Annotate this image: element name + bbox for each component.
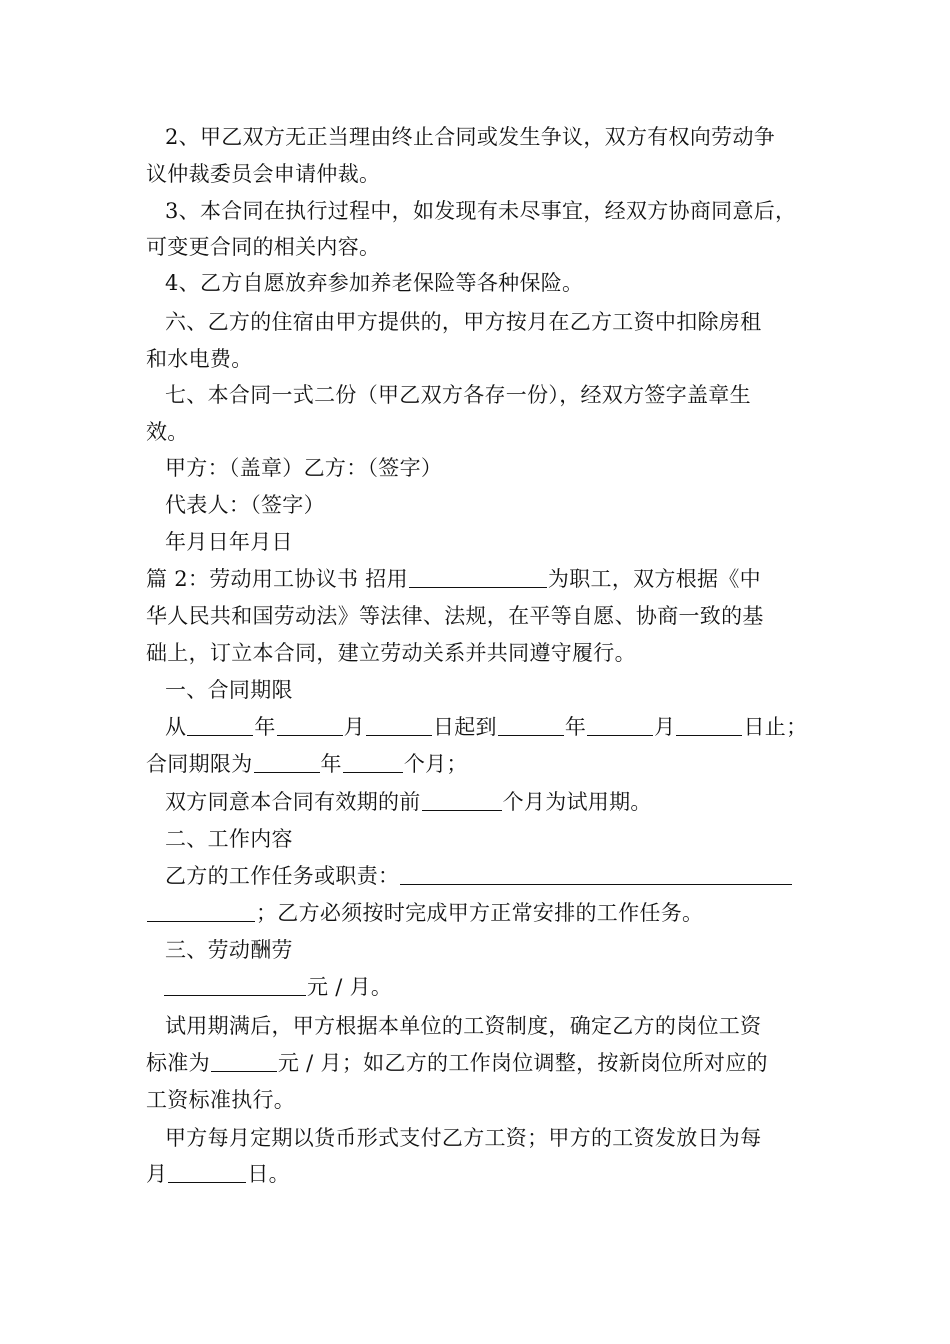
- term-duration-label: 合同期限为: [146, 752, 253, 776]
- probation-text-a: 双方同意本合同有效期的前: [165, 790, 421, 814]
- paragraph-section-6-line-2: 和水电费。: [146, 347, 253, 371]
- signature-representative-line: 代表人：（签字）: [165, 493, 325, 517]
- term-month-label: 月: [343, 715, 365, 739]
- salary-unit-label: 元 / 月。: [307, 975, 393, 999]
- intro-text-a: 篇 2：劳动用工协议书 招用: [146, 567, 408, 591]
- agreement-intro-line-1: [146, 565, 761, 593]
- employee-name-blank: [409, 567, 547, 588]
- intro-text-b: 为职工，双方根据《中: [547, 567, 761, 591]
- pay-schedule-line-2: [146, 1160, 290, 1188]
- term-end-month-label: 月: [654, 715, 676, 739]
- term-end-day-label: 日止；: [743, 715, 808, 739]
- start-month-blank: [277, 715, 343, 736]
- post-probation-line-2: [146, 1049, 768, 1077]
- contract-term-line-1: [165, 713, 807, 741]
- term-from-label: 从: [165, 715, 187, 739]
- standard-salary-blank: [211, 1051, 277, 1072]
- heading-contract-term: 一、合同期限: [165, 678, 293, 702]
- end-year-blank: [498, 715, 564, 736]
- agreement-intro-line-2: 华人民共和国劳动法》等法律、法规，在平等自愿、协商一致的基: [146, 604, 764, 628]
- paragraph-clause-3-line-1: 3、本合同在执行过程中，如发现有未尽事宜，经双方协商同意后，: [165, 199, 797, 223]
- paragraph-section-7-line-2: 效。: [146, 420, 189, 444]
- heading-remuneration: 三、劳动酬劳: [165, 938, 293, 962]
- standard-text: 元 / 月；如乙方的工作岗位调整，按新岗位所对应的: [277, 1051, 768, 1075]
- work-duties-line-2: [146, 899, 703, 927]
- duration-months-blank: [343, 752, 403, 773]
- work-duties-blank-continued: [147, 901, 255, 922]
- term-end-year-label: 年: [564, 715, 587, 739]
- pay-day-blank: [168, 1162, 246, 1183]
- pay-month-label: 月: [146, 1162, 168, 1186]
- paragraph-clause-2-line-1: 2、甲乙双方无正当理由终止合同或发生争议，双方有权向劳动争: [165, 125, 776, 149]
- standard-label: 标准为: [146, 1051, 210, 1075]
- work-duties-label: 乙方的工作任务或职责：: [165, 864, 400, 888]
- paragraph-clause-4: 4、乙方自愿放弃参加养老保险等各种保险。: [165, 271, 584, 295]
- probation-line: [165, 788, 652, 816]
- term-until-label: 日起到: [432, 715, 497, 739]
- duration-year-label: 年: [320, 752, 342, 776]
- duration-years-blank: [254, 752, 320, 773]
- term-year-label: 年: [254, 715, 276, 739]
- start-day-blank: [366, 715, 432, 736]
- start-year-blank: [187, 715, 253, 736]
- pay-day-label: 日。: [247, 1162, 290, 1186]
- signature-date-line: 年月日年月日: [165, 530, 293, 554]
- work-duties-blank: [400, 864, 792, 885]
- paragraph-clause-3-line-2: 可变更合同的相关内容。: [146, 235, 381, 259]
- salary-amount-blank: [164, 975, 306, 996]
- post-probation-line-3: 工资标准执行。: [146, 1088, 296, 1112]
- salary-line: [163, 973, 392, 1001]
- work-duties-line-1: [165, 862, 793, 890]
- signature-parties-line: 甲方：（盖章）乙方：（签字）: [165, 456, 443, 480]
- end-day-blank: [676, 715, 742, 736]
- contract-term-line-2: [146, 750, 468, 778]
- probation-months-blank: [422, 790, 502, 811]
- work-duties-text: ；乙方必须按时完成甲方正常安排的工作任务。: [256, 901, 704, 925]
- agreement-intro-line-3: 础上，订立本合同，建立劳动关系并共同遵守履行。: [146, 641, 636, 665]
- heading-work-content: 二、工作内容: [165, 827, 293, 851]
- paragraph-clause-2-line-2: 议仲裁委员会申请仲裁。: [146, 162, 381, 186]
- paragraph-section-7-line-1: 七、本合同一式二份（甲乙双方各存一份），经双方签字盖章生: [165, 383, 751, 407]
- probation-text-b: 个月为试用期。: [502, 790, 652, 814]
- pay-schedule-line-1: 甲方每月定期以货币形式支付乙方工资；甲方的工资发放日为每: [165, 1126, 762, 1150]
- end-month-blank: [587, 715, 653, 736]
- paragraph-section-6-line-1: 六、乙方的住宿由甲方提供的，甲方按月在乙方工资中扣除房租: [165, 310, 762, 334]
- post-probation-line-1: 试用期满后，甲方根据本单位的工资制度，确定乙方的岗位工资: [165, 1014, 762, 1038]
- duration-month-label: 个月；: [403, 752, 468, 776]
